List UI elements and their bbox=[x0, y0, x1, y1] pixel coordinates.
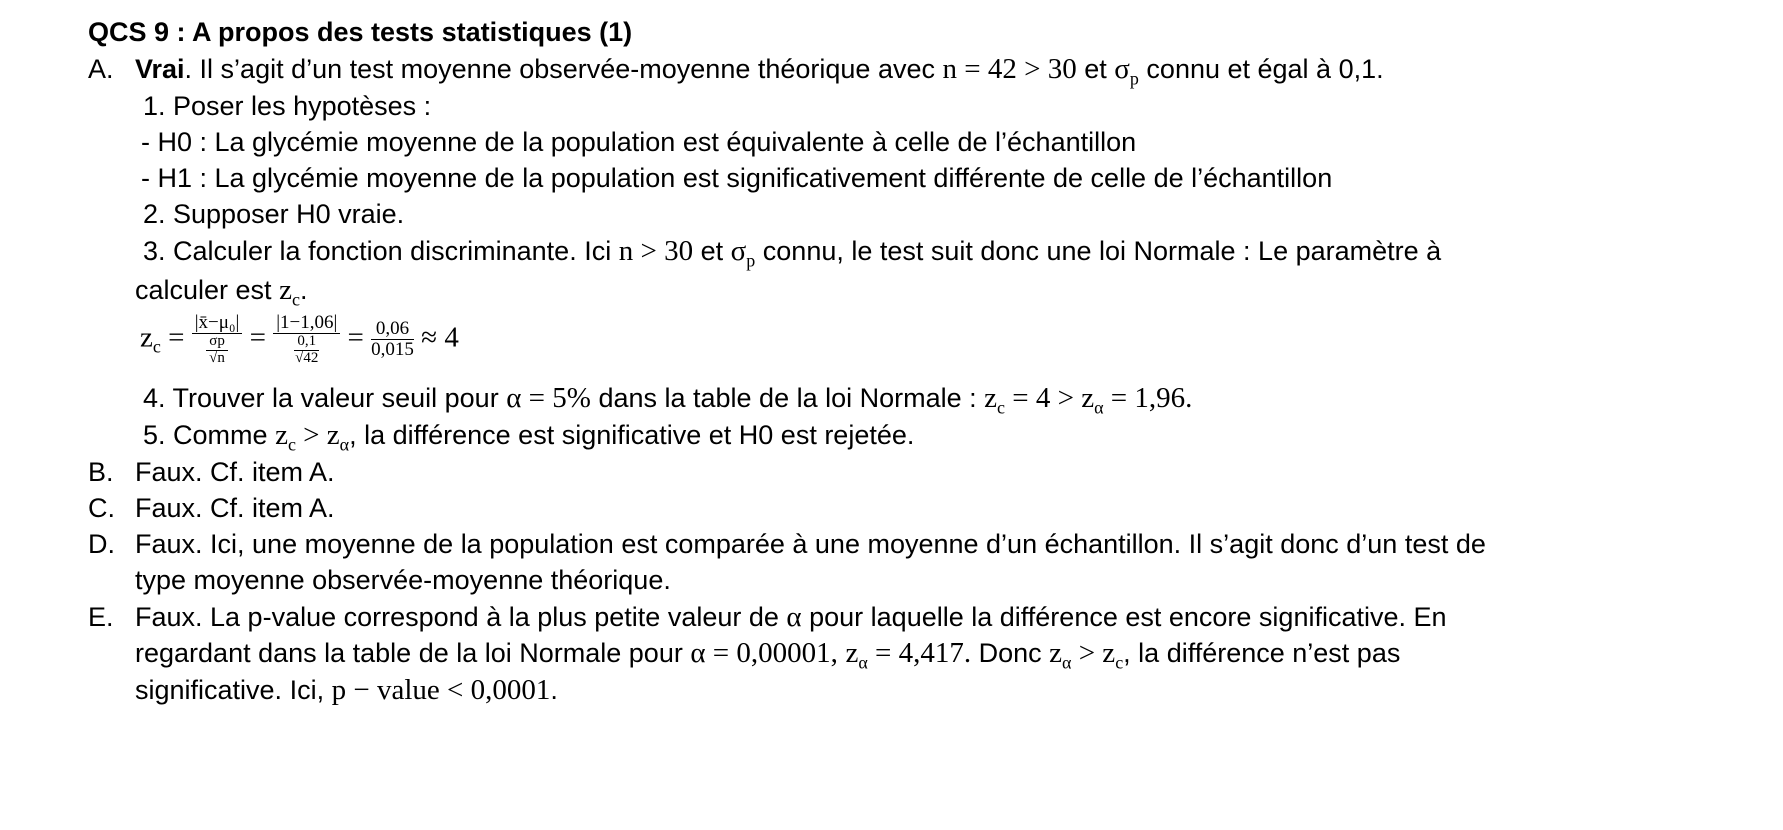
hypothesis-h1: - H1 : La glycémie moyenne de la population est significativement différente de celle de l’échantillon bbox=[141, 163, 1333, 193]
question-title: QCS 9 : A propos des tests statistiques (1) bbox=[88, 17, 633, 47]
item-e-line-1: Faux. La p-value correspond à la plus petite valeur de α pour laquelle la différence est encore significative. En bbox=[135, 601, 1447, 633]
step-4: 4. Trouver la valeur seuil pour α = 5% dans la table de la loi Normale : $z_c = 4 > z_\alpha = 1,96$. bbox=[143, 382, 1193, 418]
item-b-letter: B. bbox=[88, 457, 114, 487]
item-e-line-3: significative. Ici, p − value < 0,0001. bbox=[135, 674, 558, 706]
text-connu: connu et égal à 0,1. bbox=[1146, 54, 1384, 84]
item-b-text: Faux. Cf. item A. bbox=[135, 457, 335, 487]
step-5: 5. Comme $z_c > z_\alpha$, la différence est significative et H0 est rejetée. bbox=[143, 419, 915, 455]
fraction-3: $\frac{0,06}{0,015}$ bbox=[371, 318, 414, 361]
step-1: 1. Poser les hypotèses : bbox=[143, 91, 432, 121]
step-3-line-1: 3. Calculer la fonction discriminante. Ici n > 30 et $\sigma_p$ connu, le test suit donc une loi Normale : Le paramètre à bbox=[143, 235, 1442, 271]
item-e-letter: E. bbox=[88, 602, 114, 632]
hypothesis-h0: - H0 : La glycémie moyenne de la population est équivalente à celle de l’échantillon bbox=[141, 127, 1137, 157]
math-sigma-p: $\sigma_p$ bbox=[1114, 53, 1139, 89]
item-c-text: Faux. Cf. item A. bbox=[135, 493, 335, 523]
item-d-line-2: type moyenne observée-moyenne théorique. bbox=[135, 565, 671, 595]
text-et: et bbox=[1084, 54, 1107, 84]
formula-zc: $z_c$ = $\frac{\text{|x̄−μ₀|}}{\frac{\sigma p}{√n}}$ = $\frac{|1-1,06|}{\frac{0,1}{√42}}$ = $\frac{0,06}{0,015}$ ≈ 4 bbox=[140, 312, 459, 366]
item-a-letter: A. bbox=[88, 54, 114, 84]
item-d-line-1: Faux. Ici, une moyenne de la population est comparée à une moyenne d’un échantillon. Il s’agit donc d’un test de bbox=[135, 529, 1486, 559]
math-n: n = 42 > 30 bbox=[942, 53, 1077, 85]
item-a-verdict: Vrai bbox=[135, 54, 185, 84]
fraction-2: $\frac{|1-1,06|}{\frac{0,1}{√42}}$ bbox=[273, 313, 340, 366]
item-a-text: . Il s’agit d’un test moyenne observée-moyenne théorique avec bbox=[184, 54, 935, 84]
item-c-letter: C. bbox=[88, 493, 115, 523]
step-2: 2. Supposer H0 vraie. bbox=[143, 199, 405, 229]
item-d-letter: D. bbox=[88, 529, 115, 559]
item-e-line-2: regardant dans la table de la loi Normale pour α = 0,00001, $z_\alpha = 4,417$. Donc $z_\alpha > z_c$, la différence n’est pas bbox=[135, 637, 1401, 673]
step-3-line-2: calculer est $z_c$. bbox=[135, 274, 308, 310]
fraction-1: $\frac{\text{|x̄−μ₀|}}{\frac{\sigma p}{√n}}$ bbox=[192, 313, 243, 366]
